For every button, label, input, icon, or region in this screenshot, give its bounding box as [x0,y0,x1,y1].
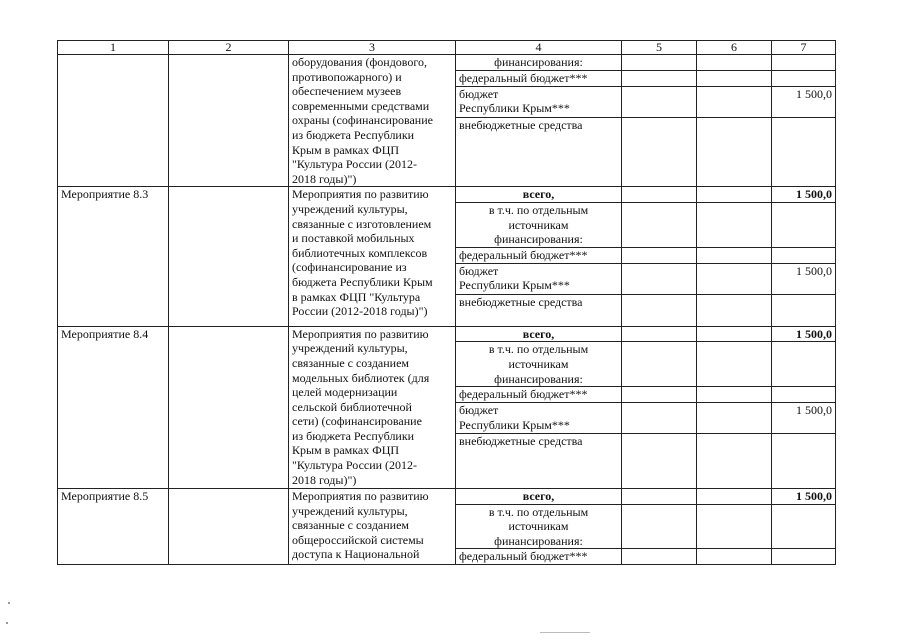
col6-cell [697,504,772,549]
source-cell: финансирования: [456,55,622,71]
col5-cell [622,294,697,326]
value-cell [772,55,836,71]
value-cell: 1 500,0 [772,263,836,294]
measure-cell: Мероприятие 8.5 [58,489,169,565]
col5-cell [622,326,697,342]
source-cell: в т.ч. по отдельным источникам финансирования: [456,504,622,549]
col6-cell [697,202,772,247]
col6-cell [697,187,772,203]
col6-cell [697,70,772,86]
table-row [58,187,836,203]
source-cell: федеральный бюджет*** [456,70,622,86]
description-cell: Мероприятия по развитию учреждений культуры, связанные с созданием общероссийской системы доступа к Национальной [289,489,456,565]
source-cell: бюджет Республики Крым*** [456,86,622,117]
col5-cell [622,504,697,549]
source-cell: всего, [456,489,622,505]
budget-table [57,40,836,565]
scan-speck [6,622,8,624]
col6-cell [697,86,772,117]
col5-cell [622,403,697,434]
table-row [58,489,836,505]
source-cell: федеральный бюджет*** [456,247,622,263]
source-cell: бюджет Республики Крым*** [456,403,622,434]
source-cell: всего, [456,326,622,342]
col5-cell [622,202,697,247]
col6-cell [697,434,772,489]
table-row [58,326,836,342]
header-cell-4: 4 [456,41,622,55]
value-cell [772,434,836,489]
measure-cell: Мероприятие 8.3 [58,187,169,326]
description-cell: Мероприятия по развитию учреждений культуры, связанные с созданием модельных библиотек (для целей модернизации сельской библиотечной сети) (софинансирование из бюджета Республики Крым в рамках ФЦП "Культура России (2012- 2018 годы)") [289,326,456,488]
header-cell-1: 1 [58,41,169,55]
col5-cell [622,117,697,186]
source-cell: внебюджетные средства [456,434,622,489]
header-cell-2: 2 [169,41,289,55]
description-cell: оборудования (фондового, противопожарного) и обеспечением музеев современными средствами охраны (софинансирование из бюджета Республики Крым в рамках ФЦП "Культура России (2012- 2018 годы)") [289,55,456,187]
value-cell [772,342,836,387]
source-cell: бюджет Республики Крым*** [456,263,622,294]
source-cell: в т.ч. по отдельным источникам финансирования: [456,342,622,387]
value-cell: 1 500,0 [772,489,836,505]
col6-cell [697,403,772,434]
col5-cell [622,247,697,263]
col5-cell [622,387,697,403]
col6-cell [697,342,772,387]
source-cell: федеральный бюджет*** [456,387,622,403]
executor-cell [169,55,289,187]
col6-cell [697,549,772,565]
scan-artifact-line [540,632,590,633]
measure-cell: Мероприятие 8.4 [58,326,169,488]
value-cell [772,387,836,403]
source-cell: федеральный бюджет*** [456,549,622,565]
col5-cell [622,342,697,387]
value-cell [772,247,836,263]
executor-cell [169,489,289,565]
col5-cell [622,263,697,294]
table-row [58,55,836,71]
value-cell: 1 500,0 [772,187,836,203]
col5-cell [622,86,697,117]
value-cell: 1 500,0 [772,86,836,117]
scan-speck [8,602,10,604]
source-cell: внебюджетные средства [456,117,622,186]
col5-cell [622,55,697,71]
col6-cell [697,247,772,263]
col5-cell [622,434,697,489]
header-cell-7: 7 [772,41,836,55]
col5-cell [622,549,697,565]
value-cell [772,117,836,186]
col6-cell [697,294,772,326]
description-cell: Мероприятия по развитию учреждений культуры, связанные с изготовлением и поставкой мобильных библиотечных комплексов (софинансирование из бюджета Республики Крым в рамках ФЦП "Культура России (2012-2018 годы)") [289,187,456,326]
header-cell-3: 3 [289,41,456,55]
value-cell [772,549,836,565]
value-cell [772,70,836,86]
measure-cell [58,55,169,187]
col6-cell [697,326,772,342]
header-cell-5: 5 [622,41,697,55]
header-cell-6: 6 [697,41,772,55]
executor-cell [169,187,289,326]
value-cell [772,294,836,326]
source-cell: в т.ч. по отдельным источникам финансирования: [456,202,622,247]
value-cell [772,202,836,247]
col6-cell [697,55,772,71]
col5-cell [622,489,697,505]
executor-cell [169,326,289,488]
value-cell: 1 500,0 [772,403,836,434]
value-cell [772,504,836,549]
col6-cell [697,387,772,403]
col5-cell [622,187,697,203]
col6-cell [697,117,772,186]
header-row [58,41,836,55]
col5-cell [622,70,697,86]
value-cell: 1 500,0 [772,326,836,342]
source-cell: внебюджетные средства [456,294,622,326]
col6-cell [697,263,772,294]
source-cell: всего, [456,187,622,203]
col6-cell [697,489,772,505]
